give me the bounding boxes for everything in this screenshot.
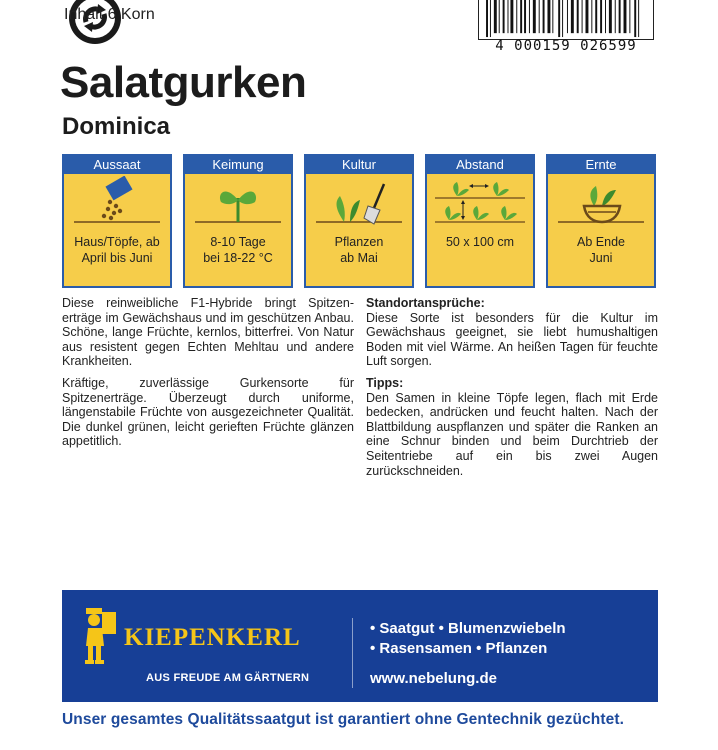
card-text: April bis Juni (81, 251, 153, 265)
plant-spacing-icon (427, 176, 533, 232)
description-paragraph: Kräftige, zuverlässige Gurkensorte für Spitzenerträge. Überzeugt durch uniforme, längenstabile Früchte von ausgezeichneter Qualität. Die dunkel grünen, leicht gerieften Früchte glänzen appetitlich. (62, 375, 354, 449)
seed-packet-icon (64, 176, 170, 232)
card-text: bei 18-22 °C (203, 251, 273, 265)
location-text: Diese Sorte ist besonders für die Kultur im Gewächshaus geeignet, sie liebt humushaltigen Boden mit viel Wärme. An heißen Tagen für feuchte Luft sorgen. (366, 310, 658, 369)
card-text: Haus/Töpfe, ab (74, 235, 160, 249)
barcode-number: 4 000159 026599 (495, 38, 637, 54)
card-header: Abstand (427, 156, 533, 174)
card-text: 8-10 Tage (210, 235, 266, 249)
description-paragraph: Diese reinweibliche F1-Hybride bringt Spitzen-erträge im Gewächshaus und im geschützen Anbau. Schöne, lange Früchte, kernlos, bitterfrei. Von Natur aus resistent gegen Echten Mehltau und andere Krankheiten. (62, 296, 354, 369)
brand-tagline: AUS FREUDE AM GÄRTNERN (146, 672, 310, 684)
location-heading: Standortansprüche: (366, 296, 485, 310)
card-keimung (183, 154, 293, 288)
variety-name: Dominica (62, 113, 171, 140)
gmo-free-statement: Unser gesamtes Qualitätssaatgut ist garantiert ohne Gentechnik gezüchtet. (62, 711, 624, 728)
barcode (478, 0, 654, 58)
kiepenkerl-figure-icon (82, 606, 120, 666)
divider (352, 618, 353, 688)
plant-trowel-icon (306, 176, 412, 232)
product-range-line: • Saatgut • Blumenzwiebeln (370, 620, 566, 637)
card-text: ab Mai (340, 251, 378, 265)
harvest-basket-icon (548, 176, 654, 232)
card-header: Keimung (185, 156, 291, 174)
website-link[interactable]: www.nebelung.de (370, 670, 497, 687)
card-text: Juni (589, 251, 613, 265)
product-range-line: • Rasensamen • Pflanzen (370, 640, 548, 657)
content-label: Inhalt 6 Korn (64, 6, 155, 23)
brand-name: KIEPENKERL (124, 624, 301, 651)
product-title: Salatgurken (60, 58, 307, 107)
tips-text: Den Samen in kleine Töpfe legen, flach mit Erde bedecken, andrücken und feucht halten. Nach der Blattbildung auspflanzen und später die Ranken an eine Schnur binden und beim Durchtrieb der Seitentriebe auf ein bis zwei Augen zurückschneiden. (366, 390, 658, 478)
card-text: Pflanzen (334, 235, 384, 249)
card-header: Ernte (548, 156, 654, 174)
card-ernte (546, 154, 656, 288)
location-section (366, 296, 658, 369)
card-header: Aussaat (64, 156, 170, 174)
info-cards (62, 154, 658, 290)
tips-section (366, 376, 658, 478)
card-abstand (425, 154, 535, 288)
growing-info-column (366, 296, 658, 485)
seedling-icon (185, 176, 291, 232)
card-kultur (304, 154, 414, 288)
tips-heading: Tipps: (366, 375, 404, 390)
brand-banner (62, 590, 658, 702)
card-text: Ab Ende (577, 235, 625, 249)
card-header: Kultur (306, 156, 412, 174)
card-aussaat (62, 154, 172, 288)
description-column (62, 296, 354, 456)
card-text: 50 x 100 cm (445, 235, 515, 249)
